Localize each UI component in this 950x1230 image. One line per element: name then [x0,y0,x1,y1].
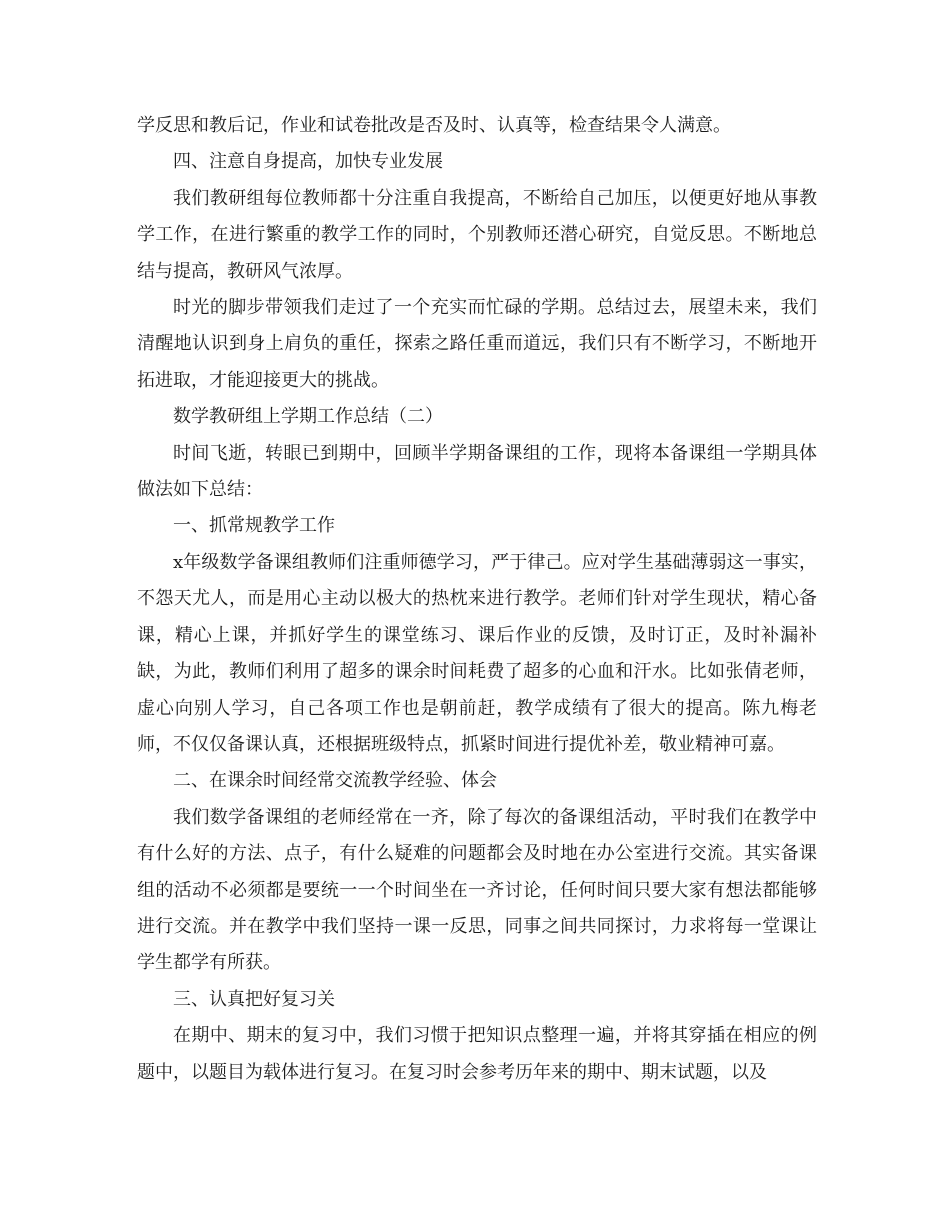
section-heading-4: 四、注意自身提高，加快专业发展 [173,151,443,173]
document-subtitle: 数学教研组上学期工作总结（二） [173,406,443,428]
paragraph-review: 在期中、期末的复习中，我们习惯于把知识点整理一遍，并将其穿插在相应的例题中，以题目为载体进行复习。在复习时会参考历年来的期中、期末试题，以及 [137,1025,817,1083]
section-heading-2: 二、在课余时间经常交流教学经验、体会 [173,770,497,792]
paragraph-intro: 时间飞逝，转眼已到期中，回顾半学期备课组的工作，现将本备课组一学期具体做法如下总结： [137,442,817,501]
section-heading-3: 三、认真把好复习关 [173,988,335,1010]
paragraph-exchange: 我们数学备课组的老师经常在一齐，除了每次的备课组活动，平时我们在教学中有什么好的方法、点子，有什么疑难的问题都会及时地在办公室进行交流。其实备课组的活动不必须都是要统一一个时间坐在一齐讨论，任何时间只要大家有想法都能够进行交流。并在教学中我们坚持一课一反思，同事之间共同探讨，力求将每一堂课让学生都学有所获。 [137,806,817,974]
paragraph-self-improvement: 我们教研组每位教师都十分注重自我提高，不断给自己加压，以便更好地从事教学工作，在进行繁重的教学工作的同时，个别教师还潜心研究，自觉反思。不断地总结与提高，教研风气浓厚。 [137,187,817,282]
section-heading-1: 一、抓常规教学工作 [173,515,335,537]
document-body [137,108,817,1091]
paragraph-routine-teaching: x年级数学备课组教师们注重师德学习，严于律己。应对学生基础薄弱这一事实，不怨天尤人，而是用心主动以极大的热枕来进行教学。老师们针对学生现状，精心备课，精心上课，并抓好学生的课堂练习、课后作业的反馈，及时订正，及时补漏补缺，为此，教师们利用了超多的课余时间耗费了超多的心血和汗水。比如张倩老师，虚心向别人学习，自己各项工作也是朝前赶，教学成绩有了很大的提高。陈九梅老师，不仅仅备课认真，还根据班级特点，抓紧时间进行提优补差，敬业精神可嘉。 [137,551,817,755]
paragraph-conclusion: 时光的脚步带领我们走过了一个充实而忙碌的学期。总结过去，展望未来，我们清醒地认识到身上肩负的重任，探索之路任重而道远，我们只有不断学习，不断地开拓进取，才能迎接更大的挑战。 [137,297,817,391]
paragraph-continuation: 学反思和教后记，作业和试卷批改是否及时、认真等，检查结果令人满意。 [137,115,731,136]
